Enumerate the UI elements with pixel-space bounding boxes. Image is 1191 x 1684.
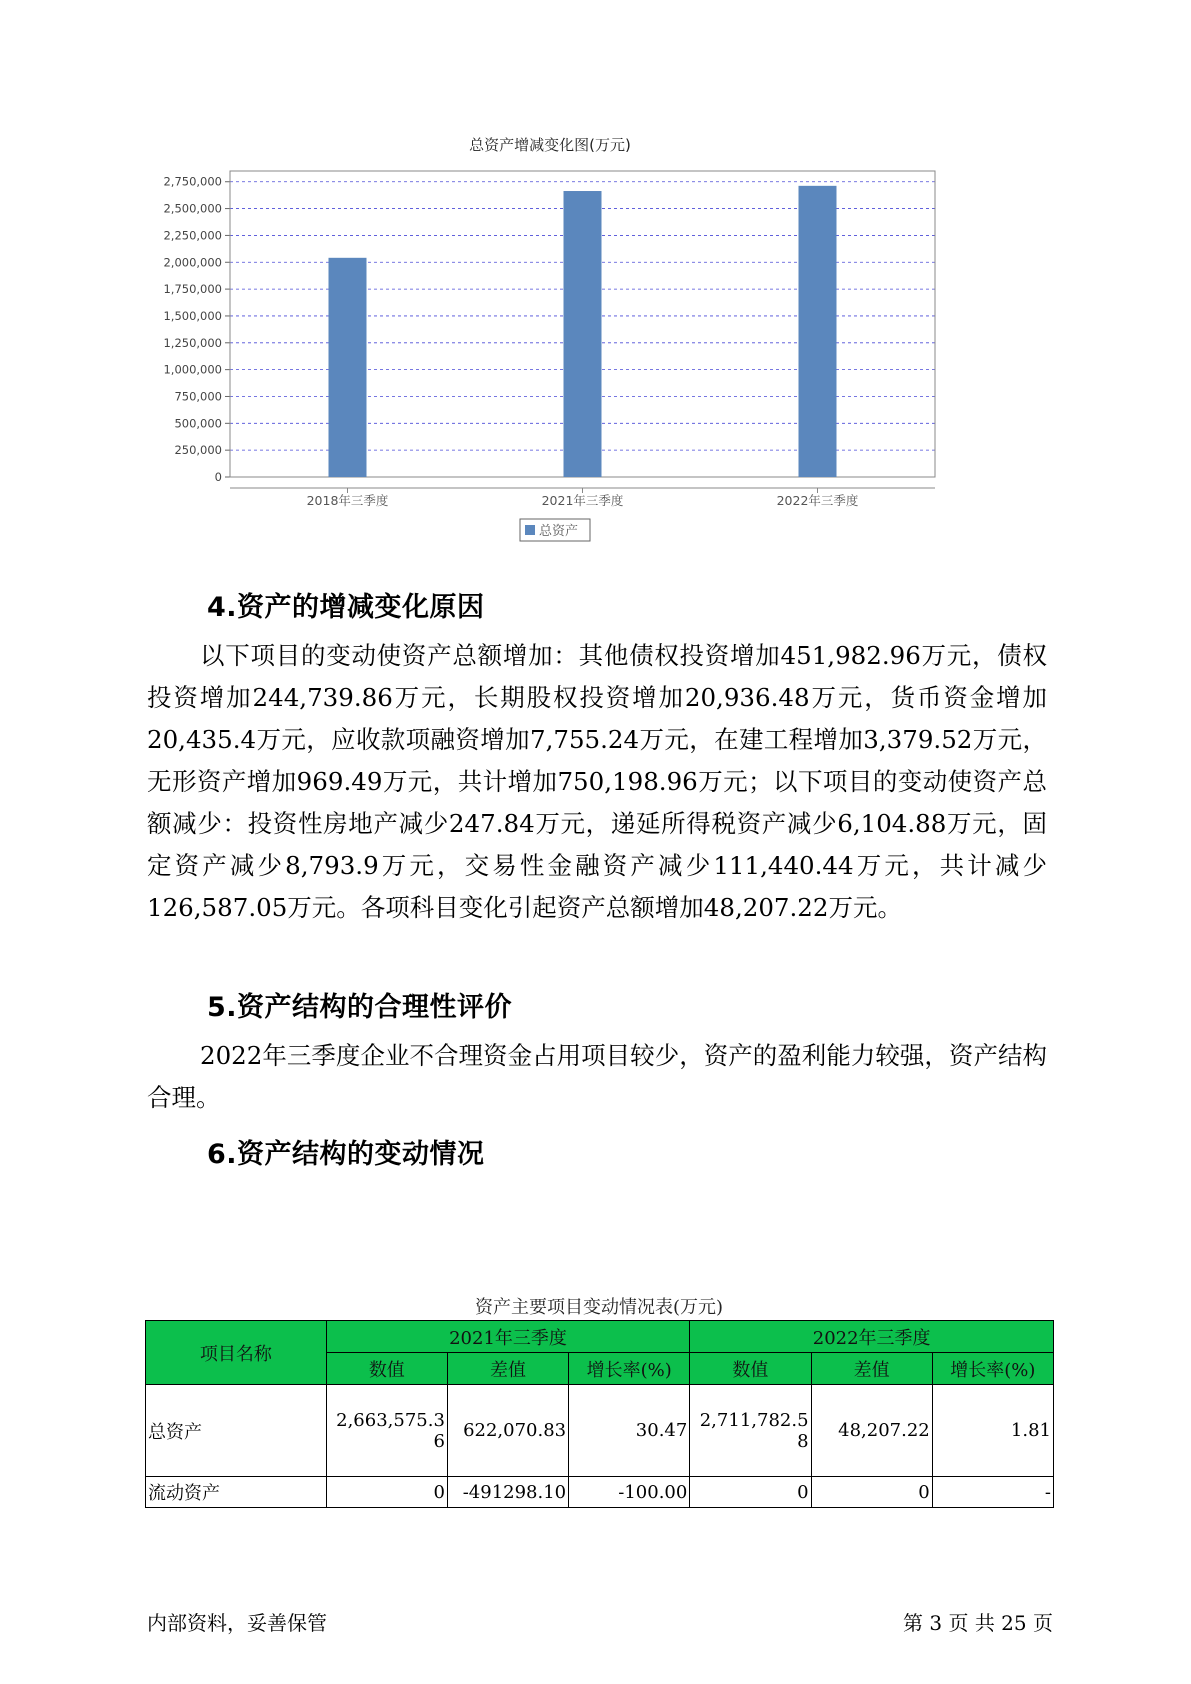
row-growth-2021: -100.00 [569, 1477, 690, 1508]
row-diff-2022: 48,207.22 [811, 1385, 932, 1477]
col-growth-header: 增长率(%) [569, 1353, 690, 1385]
y-tick-label: 1,250,000 [163, 335, 222, 350]
col-diff-header: 差值 [811, 1353, 932, 1385]
y-tick-label: 250,000 [174, 443, 222, 458]
period-2-header: 2022年三季度 [690, 1321, 1054, 1353]
bar [799, 186, 837, 477]
table-row [146, 1385, 1054, 1477]
item-name-header: 项目名称 [146, 1321, 327, 1385]
x-tick-label: 2021年三季度 [541, 493, 624, 508]
col-growth-header: 增长率(%) [932, 1353, 1053, 1385]
table-caption: 资产主要项目变动情况表(万元) [474, 1297, 724, 1318]
page-number: 第 3 页 共 25 页 [903, 1611, 1053, 1635]
section-6-heading: 6.资产结构的变动情况 [207, 1139, 485, 1170]
asset-change-table [145, 1320, 1054, 1508]
y-tick-label: 2,000,000 [163, 255, 222, 270]
y-tick-label: 2,250,000 [163, 228, 222, 243]
row-name: 流动资产 [146, 1477, 327, 1508]
row-diff-2022: 0 [811, 1477, 932, 1508]
section-5-paragraph: 2022年三季度企业不合理资金占用项目较少，资产的盈利能力较强，资产结构合理。 [147, 1041, 1047, 1112]
col-value-header: 数值 [326, 1353, 447, 1385]
total-assets-bar-chart [140, 130, 1040, 590]
x-axis-labels [307, 488, 859, 508]
col-value-header: 数值 [690, 1353, 811, 1385]
row-diff-2021: 622,070.83 [447, 1385, 568, 1477]
row-growth-2022: 1.81 [932, 1385, 1053, 1477]
y-tick-label: 500,000 [174, 416, 222, 431]
chart-legend [520, 519, 590, 541]
row-value-2022: 2,711,782.58 [690, 1385, 811, 1477]
x-tick-label: 2018年三季度 [306, 493, 389, 508]
bars [329, 186, 837, 477]
row-growth-2021: 30.47 [569, 1385, 690, 1477]
table-header-row-1 [146, 1321, 1054, 1353]
section-4-heading: 4.资产的增减变化原因 [207, 592, 485, 623]
y-tick-label: 1,000,000 [163, 362, 222, 377]
bar [564, 191, 602, 477]
row-name: 总资产 [146, 1385, 327, 1477]
y-tick-label: 0 [214, 470, 222, 484]
table-row [146, 1477, 1054, 1508]
period-1-header: 2021年三季度 [326, 1321, 690, 1353]
row-value-2021: 2,663,575.36 [326, 1385, 447, 1477]
col-diff-header: 差值 [447, 1353, 568, 1385]
row-value-2021: 0 [326, 1477, 447, 1508]
section-4-paragraph: 以下项目的变动使资产总额增加：其他债权投资增加451,982.96万元，债权投资增加244,739.86万元，长期股权投资增加20,936.48万元，货币资金增加20,435.4万元，应收款项融资增加7,755.24万元，在建工程增加3,379.52万元，无形资产增加969.49万元，共计增加750,198.96万元；以下项目的变动使资产总额减少：投资性房地产减少247.84万元，递延所得税资产减少6,104.88万元，固定资产减少8,793.9万元，交易性金融资产减少111,440.44万元，共计减少126,587.05万元。各项科目变化引起资产总额增加48,207.22万元。 [147, 641, 1048, 922]
y-tick-label: 2,750,000 [163, 174, 222, 189]
y-axis-ticks [163, 175, 230, 484]
y-tick-label: 1,500,000 [163, 308, 222, 323]
row-growth-2022: - [932, 1477, 1053, 1508]
row-diff-2021: -491298.10 [447, 1477, 568, 1508]
y-tick-label: 750,000 [174, 389, 222, 404]
x-tick-label: 2022年三季度 [776, 493, 859, 508]
footer-confidential-note: 内部资料，妥善保管 [147, 1611, 327, 1635]
y-tick-label: 2,500,000 [163, 201, 222, 216]
chart-title: 总资产增减变化图(万元) [469, 136, 631, 154]
row-value-2022: 0 [690, 1477, 811, 1508]
bar [329, 258, 367, 477]
section-5-heading: 5.资产结构的合理性评价 [207, 992, 513, 1023]
legend-swatch [525, 525, 535, 535]
legend-label: 总资产 [539, 524, 579, 539]
y-tick-label: 1,750,000 [163, 282, 222, 297]
